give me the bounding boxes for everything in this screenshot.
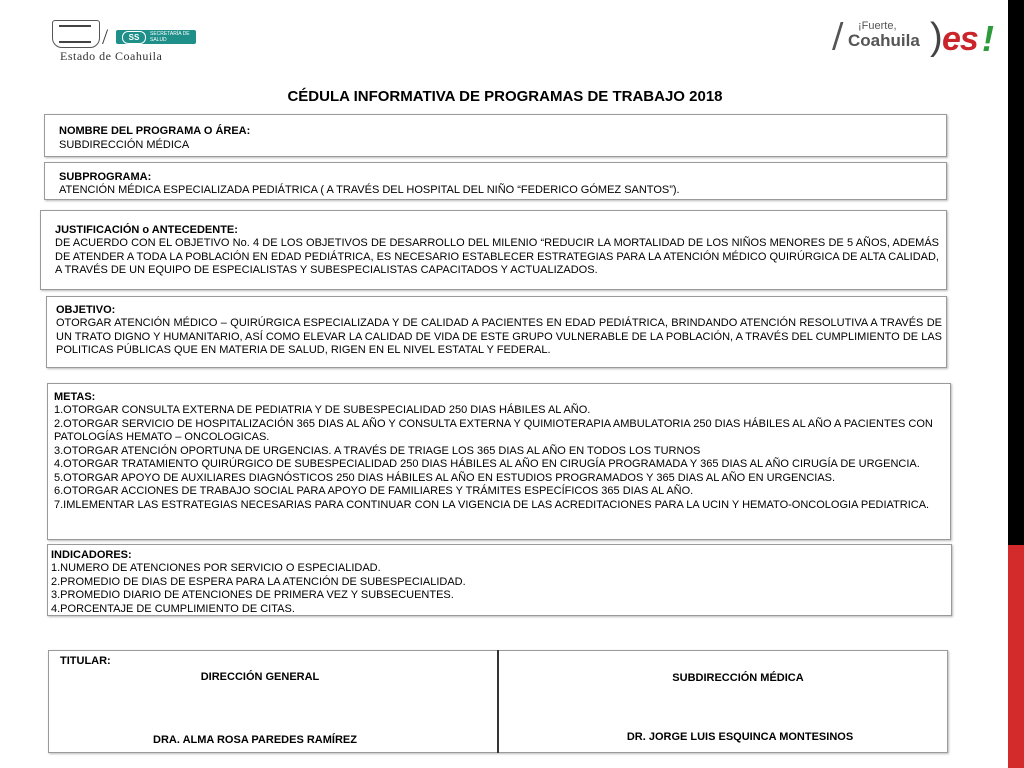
titular-divider <box>497 650 499 753</box>
objetivo-value: OTORGAR ATENCIÓN MÉDICO – QUIRÚRGICA ESPECIALIZADA Y DE CALIDAD A PACIENTES EN EDAD PEDIÁTRICA, BRINDANDO ATENCIÓN RESOLUTIVA A TRAVÉS DE UN TRATO DIGNO Y HUMANITARIO, ASÍ COMO ELEVAR LA CALIDAD DE VIDA DE ESTE GRUPO VULNERABLE DE LA POBLACIÓN, A TRAVÉS DEL CUMPLIMIENTO DE LAS POLITICAS PÚBLICAS QUE EN MATERIA DE SALUD, RIGEN EN EL NIVEL ESTATAL Y FEDERAL. <box>56 317 942 356</box>
left-signatory-name: DRA. ALMA ROSA PAREDES RAMÍREZ <box>153 734 357 746</box>
subprograma-value: ATENCIÓN MÉDICA ESPECIALIZADA PEDIÁTRICA ( A TRAVÉS DEL HOSPITAL DEL NIÑO “FEDERICO GÓMEZ SANTOS”). <box>59 184 680 196</box>
metas-item: 3.OTORGAR ATENCIÓN OPORTUNA DE URGENCIAS. A TRAVÉS DE TRIAGE LOS 365 DIAS AL AÑO EN TODOS LOS TURNOS <box>54 444 701 457</box>
estado-text: Estado de Coahuila <box>60 49 163 63</box>
indicadores-box <box>47 544 952 616</box>
programa-value: SUBDIRECCIÓN MÉDICA <box>59 138 190 151</box>
objetivo-box <box>46 296 947 368</box>
right-area-title: SUBDIRECCIÓN MÉDICA <box>672 672 804 684</box>
metas-box <box>47 383 951 540</box>
ss-badge-subtext: SECRETARÍA DE SALUD <box>150 31 190 43</box>
coahuila-logo: / SS SECRETARÍA DE SALUD Estado de Coahuila <box>52 20 202 64</box>
indicadores-item: 4.PORCENTAJE DE CUMPLIMIENTO DE CITAS. <box>51 602 295 615</box>
es-text: es <box>942 20 978 58</box>
fuerte-text: ¡Fuerte, <box>858 20 897 32</box>
metas-label: METAS: <box>54 391 96 403</box>
side-bar-black <box>1008 0 1024 545</box>
indicadores-label: INDICADORES: <box>51 549 132 561</box>
metas-item: 6.OTORGAR ACCIONES DE TRABAJO SOCIAL PARA APOYO DE FAMILIARES Y TRÁMITES ESPECÍFICOS 365 DIAS AL AÑO. <box>54 485 694 497</box>
left-area-title: DIRECCIÓN GENERAL <box>200 671 320 683</box>
ss-badge-text: SS <box>122 31 146 44</box>
metas-item: 5.OTORGAR APOYO DE AUXILIARES DIAGNÓSTICOS 250 DIAS HÁBILES AL AÑO EN ESTUDIOS PROGRAMADOS Y 365 DIAS AL AÑO EN URGENCIAS. <box>54 471 836 484</box>
programa-label: NOMBRE DEL PROGRAMA O ÁREA: <box>59 125 251 137</box>
subprograma-box <box>44 162 947 200</box>
exclamation-text: ! <box>982 18 994 59</box>
fuerte-coahuila-logo: / ¡Fuerte, Coahuila ) es ! <box>832 16 994 59</box>
side-bar-red <box>1008 545 1024 768</box>
metas-item: 2.OTORGAR SERVICIO DE HOSPITALIZACIÓN 365 DIAS AL AÑO Y CONSULTA EXTERNA Y QUIMIOTERAPIA AMBULATORIA 250 DIAS HÁBILES AL AÑO A PACIENTES CON PATOLOGÍAS HEMATO – ONCOLOGICAS. <box>54 417 933 443</box>
right-signatory-name: DR. JORGE LUIS ESQUINCA MONTESINOS <box>626 731 854 743</box>
subprograma-label: SUBPROGRAMA: <box>59 171 152 183</box>
coahuila-text: Coahuila <box>848 31 920 50</box>
objetivo-label: OBJETIVO: <box>56 304 116 316</box>
justificacion-label: JUSTIFICACIÓN o ANTECEDENTE: <box>55 224 238 236</box>
page-title: CÉDULA INFORMATIVA DE PROGRAMAS DE TRABAJO 2018 <box>287 88 723 105</box>
indicadores-item: 1.NUMERO DE ATENCIONES POR SERVICIO O ESPECIALIDAD. <box>51 562 381 574</box>
ss-badge <box>116 30 196 44</box>
metas-item: 1.OTORGAR CONSULTA EXTERNA DE PEDIATRIA Y DE SUBESPECIALIDAD 250 DIAS HÁBILES AL AÑO. <box>54 404 591 416</box>
indicadores-item: 2.PROMEDIO DE DIAS DE ESPERA PARA LA ATENCIÓN DE SUBESPECIALIDAD. <box>51 575 466 588</box>
coat-of-arms-icon <box>52 20 100 48</box>
titular-label: TITULAR: <box>60 655 111 667</box>
justificacion-value: DE ACUERDO CON EL OBJETIVO No. 4 DE LOS OBJETIVOS DE DESARROLLO DEL MILENIO “REDUCIR LA MORTALIDAD DE LOS NIÑOS MENORES DE 5 AÑOS, ADEMÁS DE ATENDER A TODA LA POBLACIÓN EN EDAD PEDIÁTRICA, ES NECESARIO ESTABLECER ESTRATEGIAS PARA LA ATENCIÓN MÉDICO QUIRÚRGICA DE ALTA CALIDAD, A TRAVÉS DE UN EQUIPO DE ESPECIALISTAS Y SUBESPECIALISTAS CAPACITADOS Y ACTUALIZADOS. <box>55 237 939 276</box>
programa-box <box>44 114 947 157</box>
metas-item: 4.OTORGAR TRATAMIENTO QUIRÚRGICO DE SUBESPECIALIDAD 250 DIAS HÁBILES AL AÑO EN CIRUGÍA PROGRAMADA Y 365 DIAS AL AÑO CIRUGÍA DE URGENCIA. <box>54 458 920 470</box>
justificacion-box <box>40 210 947 290</box>
indicadores-item: 3.PROMEDIO DIARIO DE ATENCIONES DE PRIMERA VEZ Y SUBSECUENTES. <box>51 589 454 601</box>
metas-item: 7.IMLEMENTAR LAS ESTRATEGIAS NECESARIAS PARA CONTINUAR CON LA VIGENCIA DE LAS ACREDITACIONES PARA LA UCIN Y HEMATO-ONCOLOGIA PEDIATRICA. <box>54 498 930 511</box>
